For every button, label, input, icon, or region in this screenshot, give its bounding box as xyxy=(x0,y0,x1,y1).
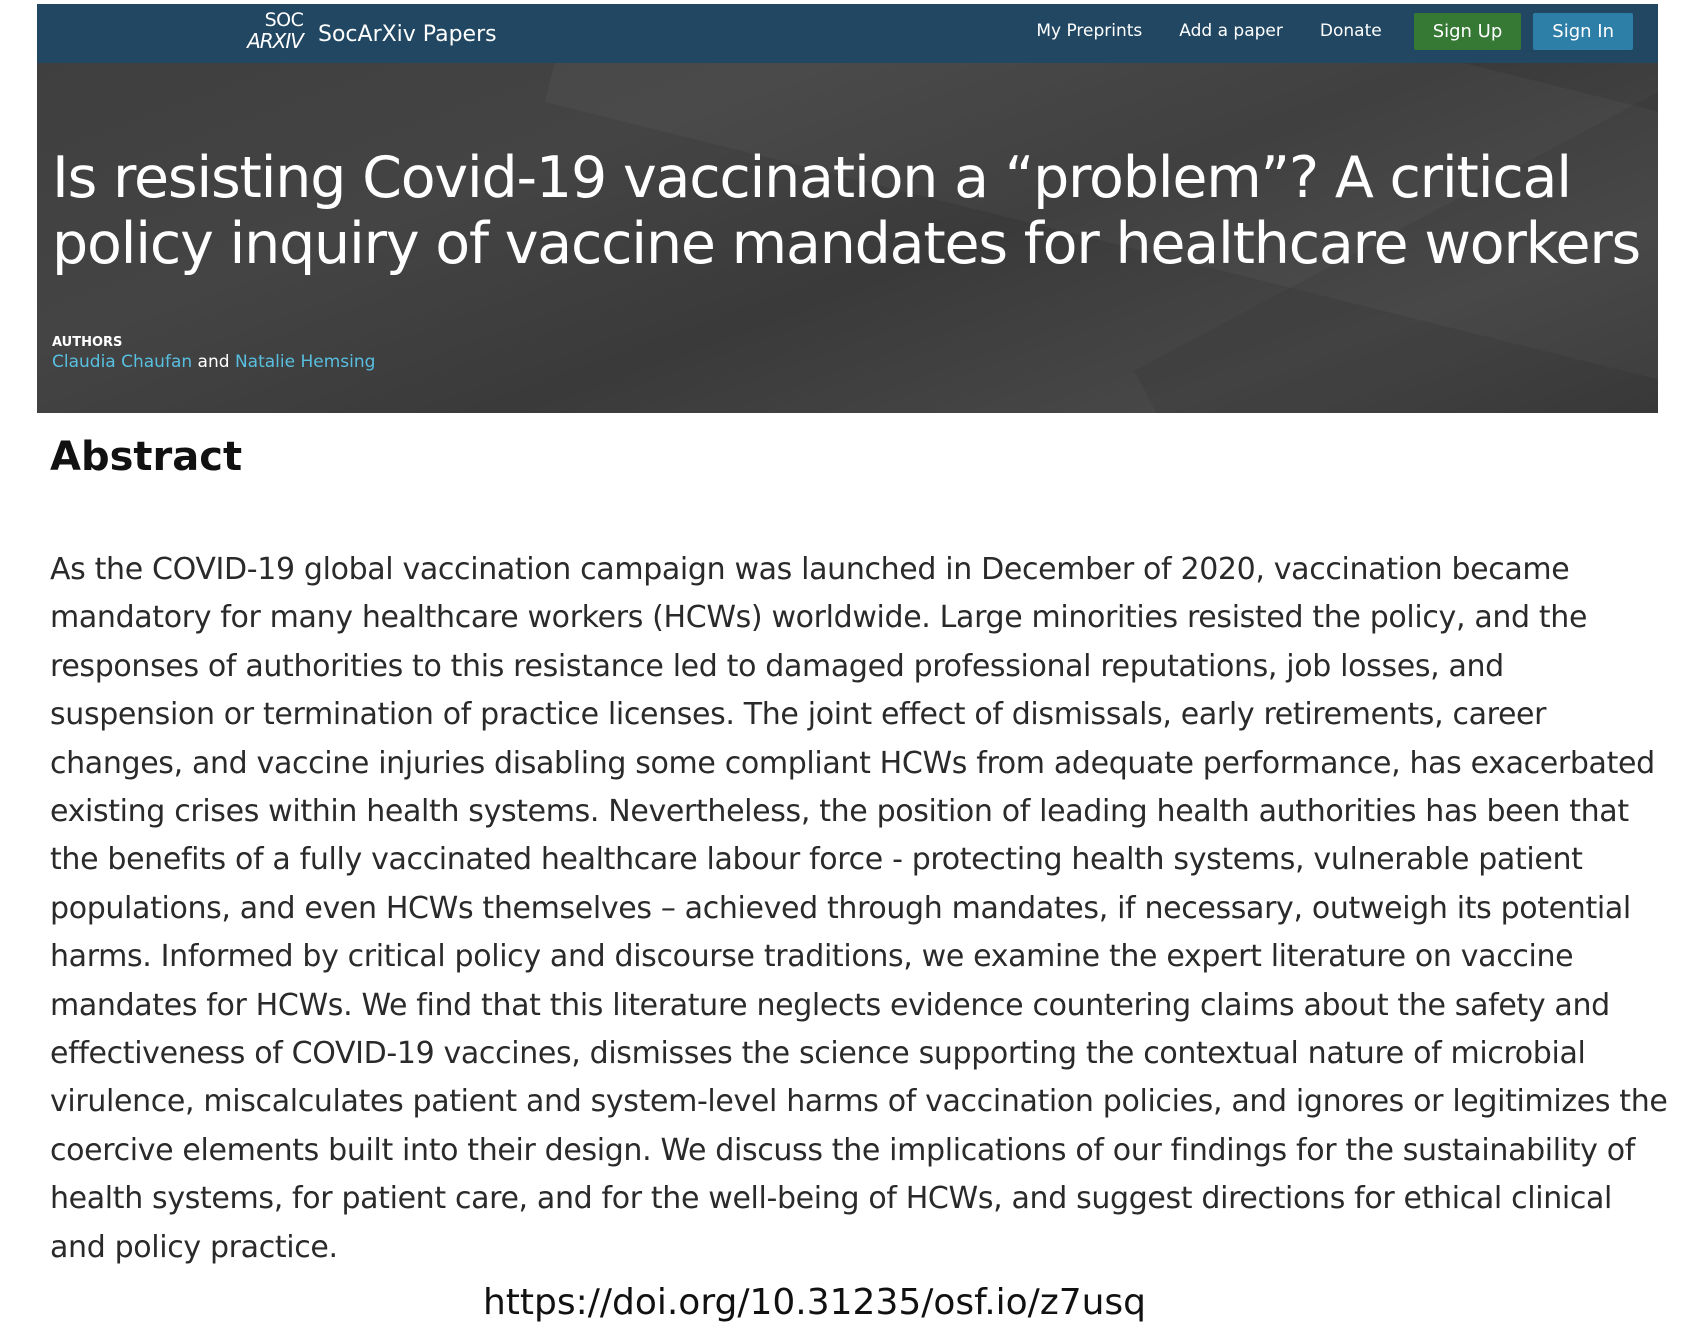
add-paper-link[interactable]: Add a paper xyxy=(1179,21,1283,41)
brand[interactable] xyxy=(244,8,497,60)
authors-label: AUTHORS xyxy=(52,335,123,350)
sign-up-button[interactable]: Sign Up xyxy=(1414,13,1522,50)
socarxiv-logo-icon xyxy=(244,11,306,57)
authors-list xyxy=(52,352,375,372)
brand-name[interactable]: SocArXiv Papers xyxy=(318,21,497,47)
authors-joiner: and xyxy=(197,352,230,372)
doi-link[interactable]: https://doi.org/10.31235/osf.io/z7usq xyxy=(482,1282,1147,1323)
sign-in-button[interactable]: Sign In xyxy=(1533,13,1633,50)
logo-bottom-text: ARXIV xyxy=(247,29,303,53)
abstract-heading: Abstract xyxy=(50,434,243,480)
paper-header xyxy=(37,63,1658,413)
authors-block xyxy=(52,335,375,372)
page-frame xyxy=(37,4,1658,413)
abstract-text: As the COVID-19 global vaccination campaign was launched in December of 2020, vaccination became mandatory for many healthcare workers (HCWs) worldwide. Large minorities resisted the policy, and the responses of authorities to this resistance led to damaged professional reputations, job losses, and suspension or termination of practice licenses. The joint effect of dismissals, early retirements, career changes, and vaccine injuries disabling some compliant HCWs from adequate performance, has exacerbated existing crises within health systems. Nevertheless, the position of leading health authorities has been that the benefits of a fully vaccinated healthcare labour force - protecting health systems, vulnerable patient populations, and even HCWs themselves – achieved through mandates, if necessary, outweigh its potential harms. Informed by critical policy and discourse traditions, we examine the expert literature on vaccine mandates for HCWs. We find that this literature neglects evidence countering claims about the safety and effectiveness of COVID-19 vaccines, dismisses the science supporting the contextual nature of microbial virulence, miscalculates patient and system-level harms of vaccination policies, and ignores or legitimizes the coercive elements built into their design. We discuss the implications of our findings for the sustainability of health systems, for patient care, and for the well-being of HCWs, and suggest directions for ethical clinical and policy practice. xyxy=(50,552,1668,1265)
donate-link[interactable]: Donate xyxy=(1319,21,1382,41)
my-preprints-link[interactable]: My Preprints xyxy=(1036,21,1143,41)
logo-top-text: SOC xyxy=(264,9,304,31)
top-navbar xyxy=(37,4,1658,63)
paper-title: Is resisting Covid-19 vaccination a “problem”? A critical policy inquiry of vaccine mandates for healthcare workers xyxy=(52,145,1641,277)
author-link-chaufan[interactable]: Claudia Chaufan xyxy=(52,352,193,372)
author-link-hemsing[interactable]: Natalie Hemsing xyxy=(234,352,376,372)
nav-actions xyxy=(999,11,1633,51)
